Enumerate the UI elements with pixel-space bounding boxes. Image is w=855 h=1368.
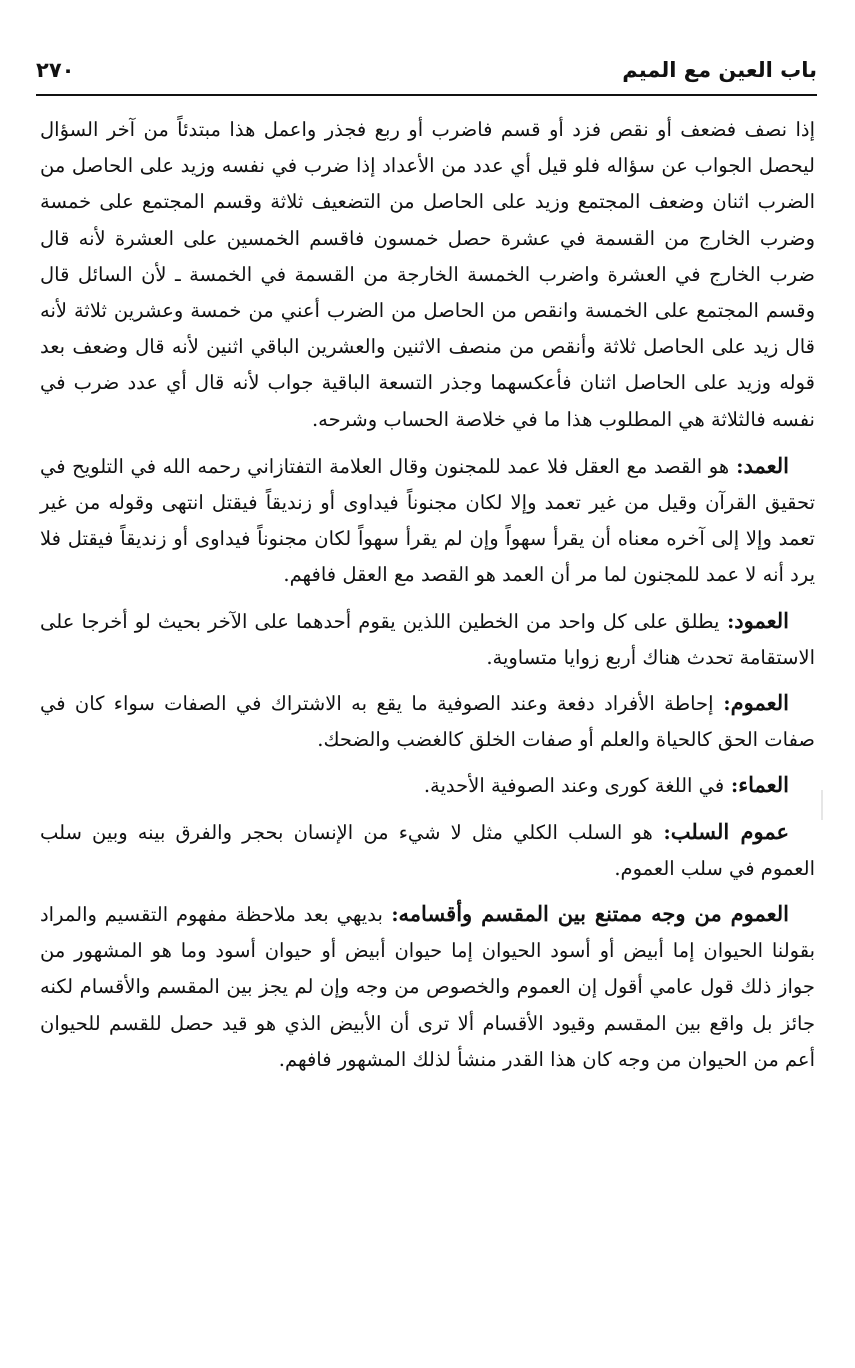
entry-al-umum-min-wajh [40,896,815,1078]
entry-term: عموم السلب [670,818,789,844]
entry-al-amd [40,448,815,594]
term-separator: : [382,903,399,927]
page-body [40,112,815,1087]
scan-artifact [821,790,823,820]
entry-definition: هو السلب الكلي مثل لا شيء من الإنسان بحجر والفرق بينه وبين سلب العموم في سلب العموم. [40,820,815,880]
entry-term: العموم [730,690,789,716]
entry-definition: في اللغة كورى وعند الصوفية الأحدية. [423,774,725,798]
entry-term: العموم من وجه ممتنع بين المقسم وأقسامه [398,901,789,927]
entry-definition: هو القصد مع العقل فلا عمد للمجنون وقال العلامة التفتازاني رحمه الله في التلويح في تحقيق القرآن وقيل من غير تعمد وإلا لكان مجنوناً فيداوى أو زنديقاً فيقتل انتهى وقوله من غير تعمد وإلا إلى آخره معناه أن يقرأ سهواً وإن لم يقرأ سهواً لكان مجنوناً فيداوى أو زنديقاً فيقتل فلا يرد أنه لا عمد للمجنون لما مر أن العمد هو القصد مع العقل فافهم. [40,454,815,587]
entry-definition: بديهي بعد ملاحظة مفهوم التقسيم والمراد بقولنا الحيوان إما أبيض أو أسود الحيوان إما حيوان أبيض أو حيوان أسود وما هو المشهور من جواز ذلك قول عامي أقول إن العموم والخصوص من وجه وإن لم يجز بين المقسم والأقسام لكنه جائز بل واقع بين المقسم وقيود الأقسام ألا ترى أن الأبيض الذي هو قيد حصل للقسم للحيوان أعم من الحيوان من وجه كان هذا القدر منشأ لذلك المشهور فافهم. [40,903,815,1071]
term-separator: : [719,609,735,633]
entry-al-ama [40,767,815,804]
entry-definition: يطلق على كل واحد من الخطين اللذين يقوم أحدهما على الآخر بحيث لو أخرجا على الاستقامة تحدث هناك أربع زوايا متساوية. [40,609,815,669]
entry-term: العمود [734,607,789,633]
entry-al-amud [40,603,815,676]
chapter-title: باب العين مع الميم [622,58,817,82]
page-number: ٢٧٠ [36,58,75,82]
term-separator: : [724,774,739,798]
entry-al-umum [40,685,815,758]
entry-umum-al-salb [40,814,815,887]
term-separator: : [729,454,744,478]
entry-definition: إحاطة الأفراد دفعة وعند الصوفية ما يقع به الاشتراك في الصفات سواء كان في صفات الحق كالحياة والعلم أو صفات الخلق كالغضب والضحك. [40,692,815,752]
term-separator: : [652,820,671,844]
entry-term: العمد [743,452,789,478]
running-header [36,52,817,96]
intro-paragraph: إذا نصف فضعف أو نقص فزد أو قسم فاضرب أو ربع فجذر واعمل هذا مبتدئاً من آخر السؤال ليحصل الجواب عن سؤاله فلو قيل أي عدد من الأعداد إذا ضرب في نفسه وزيد على الحاصل من الضرب اثنان وضعف المجتمع وزيد على الحاصل من التضعيف ثلاثة وقسم المجتمع على خمسة وضرب الخارج من القسمة في عشرة حصل خمسون فاقسم الخمسين على العشرة لأنه قال ضرب الخارج في العشرة واضرب الخمسة الخارجة من القسمة في الخمسة ـ لأن السائل قال وقسم المجتمع على الخمسة وانقص من الحاصل من الضرب أعني من خمسة وعشرين ثلاثة لأنه قال زيد على الحاصل ثلاثة وأنقص من منصف الاثنين والعشرين الباقي اثنين لأنه قال وضعف بعد قوله وزيد على الحاصل اثنان فأعكسهما وجذر التسعة الباقية جواب لأنه قال أي عدد ضرب في نفسه فالثلاثة هي المطلوب هذا ما في خلاصة الحساب وشرحه. [40,118,815,431]
term-separator: : [713,692,731,716]
entry-term: العماء [738,772,789,798]
